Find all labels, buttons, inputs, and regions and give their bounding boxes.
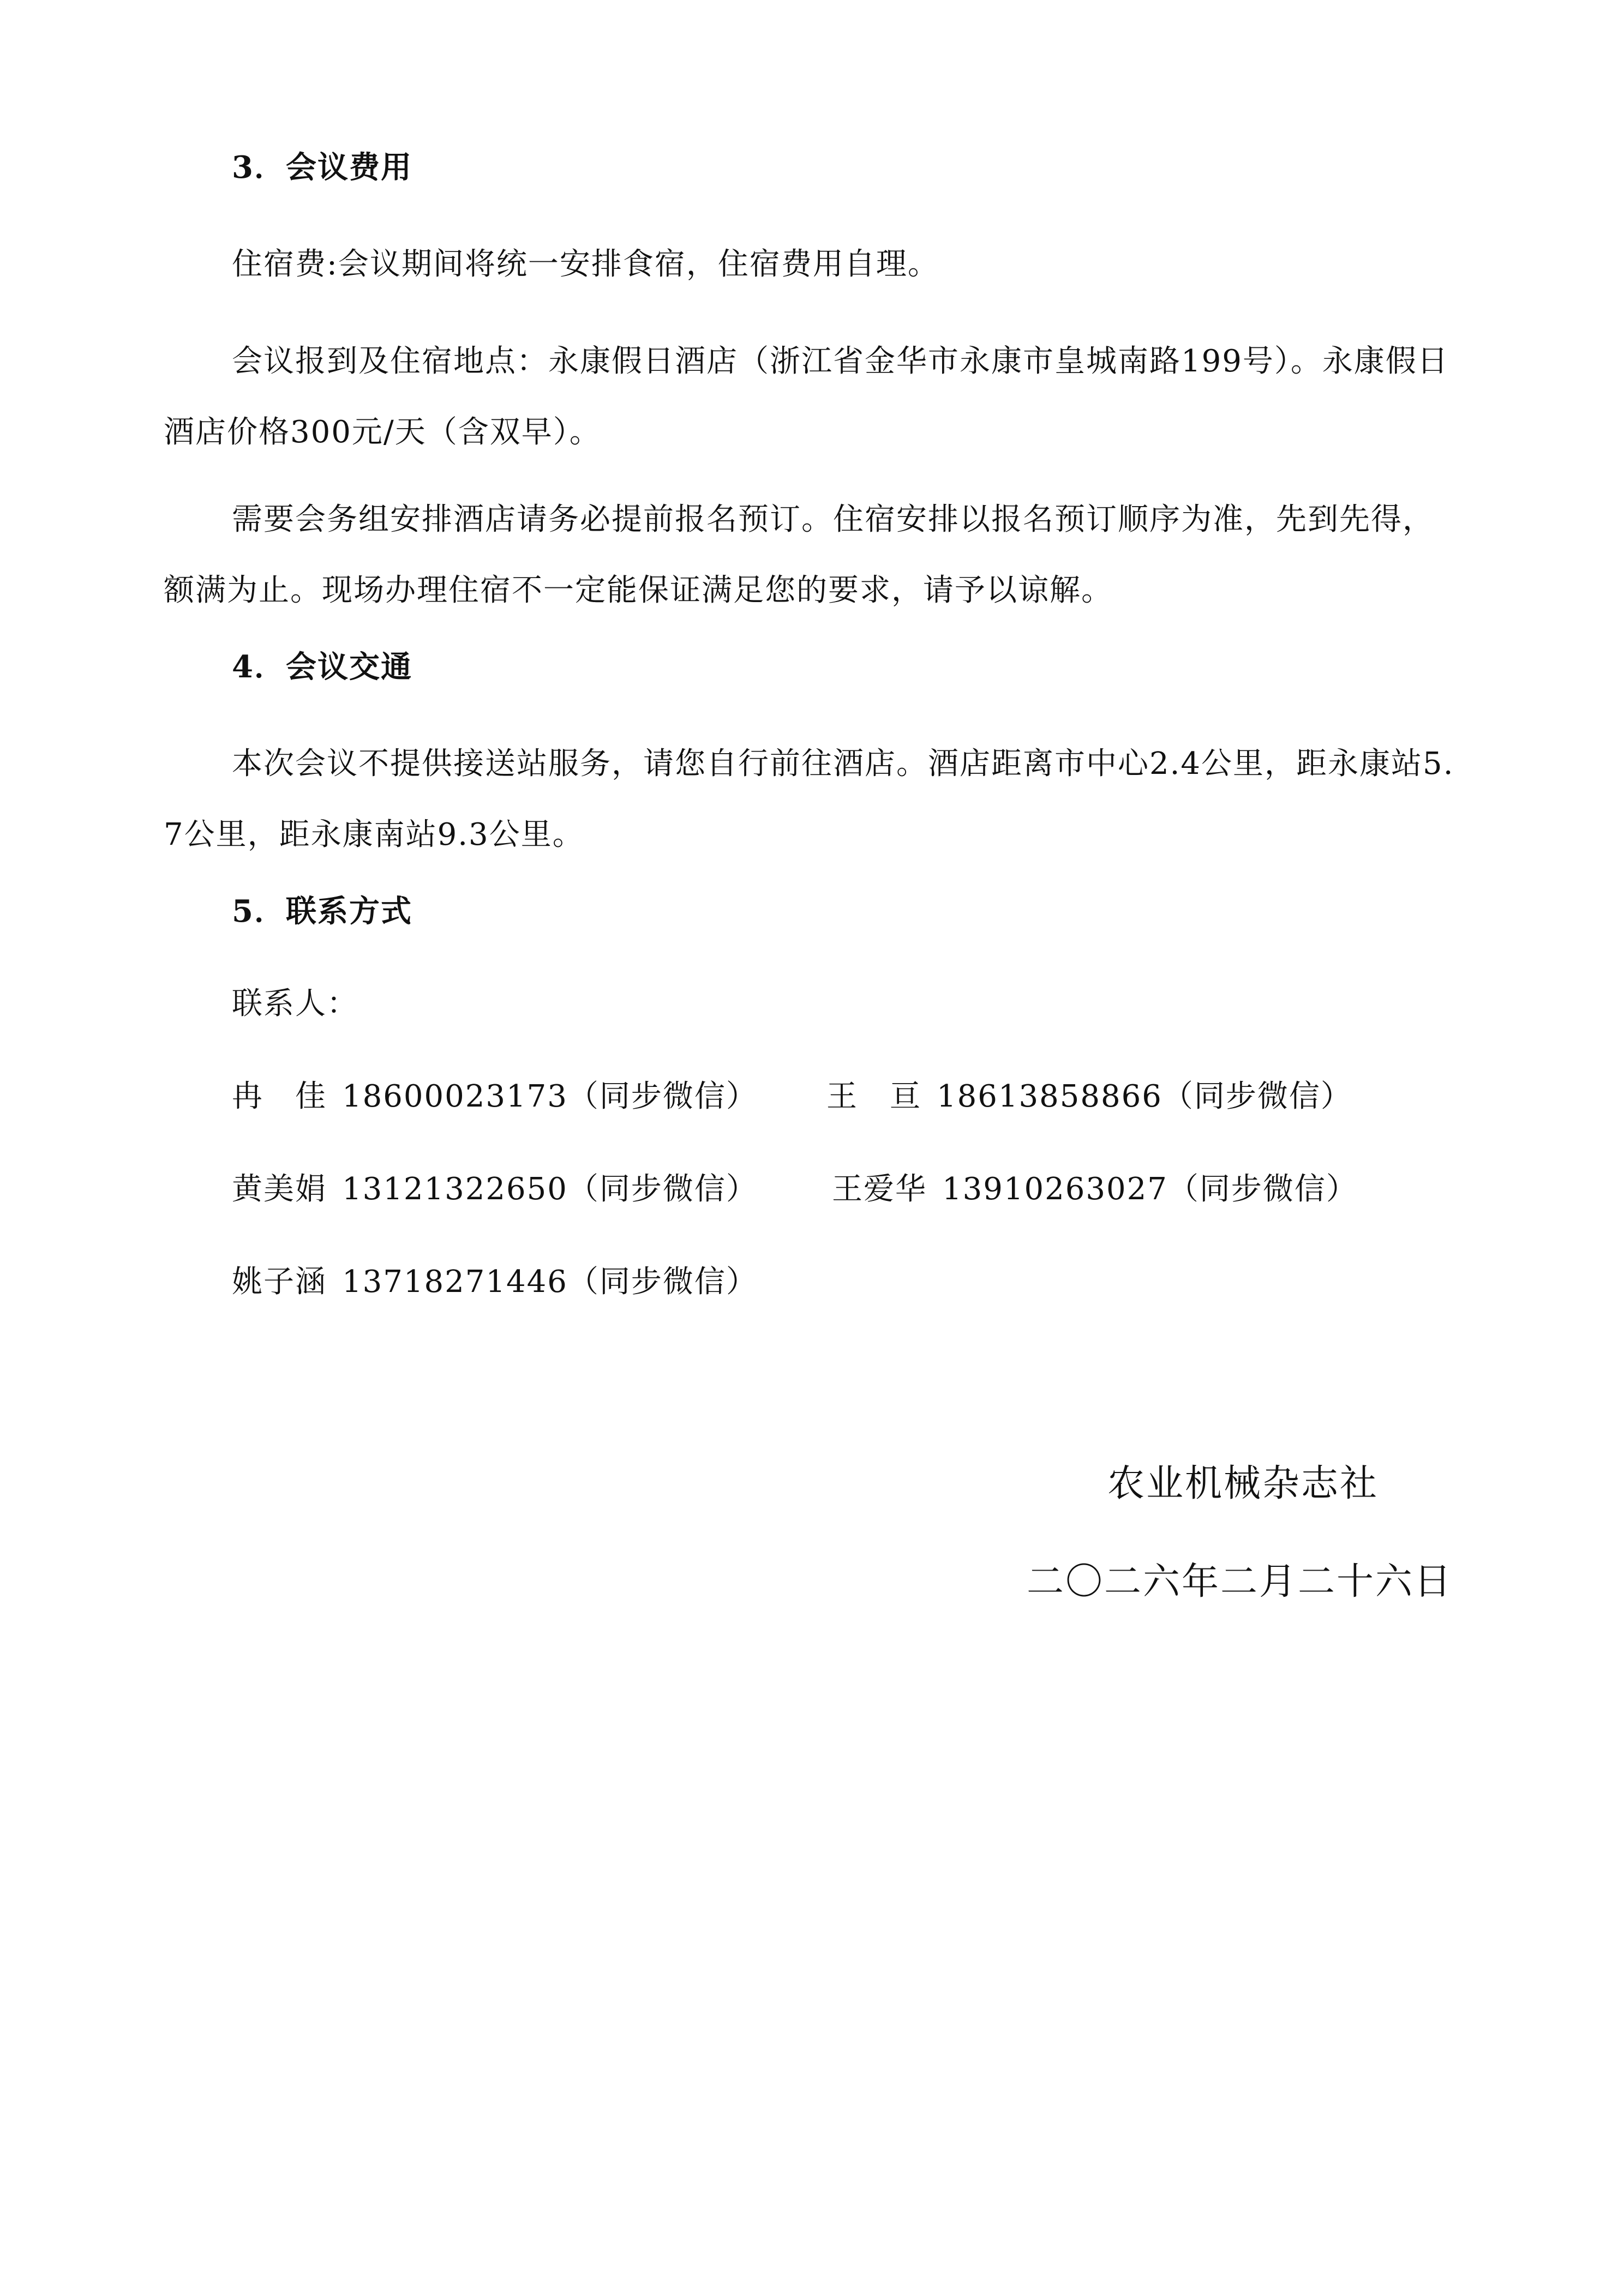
section-3-paragraph-accommodation-fee: 住宿费:会议期间将统一安排食宿，住宿费用自理。 (232, 247, 939, 282)
contact-note: （同步微信） (567, 1264, 758, 1300)
contact-entry (832, 1170, 1358, 1209)
section-3-heading: 3．会议费用 (232, 149, 412, 185)
contact-name: 王 亘 (826, 1079, 921, 1114)
contact-entry (232, 1078, 758, 1116)
contact-note: （同步微信） (1167, 1171, 1358, 1207)
section-3-paragraph-venue: 会议报到及住宿地点：永康假日酒店（浙江省金华市永康市皇城南路199号）。永康假日酒店价格300元/天（含双早）。 (164, 344, 1449, 450)
contact-note: （同步微信） (567, 1171, 758, 1207)
contact-entry (232, 1263, 758, 1301)
contact-entry (232, 1170, 758, 1209)
contact-phone: 13121322650 (342, 1171, 568, 1207)
section-3-paragraph-booking: 需要会务组安排酒店请务必提前报名预订。住宿安排以报名预订顺序为准，先到先得，额满为止。现场办理住宿不一定能保证满足您的要求，请予以谅解。 (164, 502, 1434, 608)
contact-phone: 18613858866 (937, 1079, 1162, 1114)
contact-phone: 13718271446 (342, 1264, 568, 1300)
contact-label: 联系人： (232, 986, 358, 1021)
signature-date: 二〇二六年二月二十六日 (1027, 1560, 1453, 1603)
contact-note: （同步微信） (1162, 1079, 1352, 1114)
contact-name: 姚子涵 (232, 1264, 327, 1300)
contact-name: 黄美娟 (232, 1171, 327, 1207)
contact-note: （同步微信） (567, 1079, 758, 1114)
section-4-paragraph-transport: 本次会议不提供接送站服务，请您自行前往酒店。酒店距离市中心2.4公里，距永康站5.7公里，距永康南站9.3公里。 (164, 746, 1454, 852)
contact-name: 冉 佳 (232, 1079, 327, 1114)
contact-entry (826, 1078, 1352, 1116)
contact-phone: 13910263027 (942, 1171, 1168, 1207)
section-4-heading: 4．会议交通 (232, 649, 412, 685)
section-5-heading: 5．联系方式 (232, 893, 412, 929)
contact-name: 王爱华 (832, 1171, 927, 1207)
contact-phone: 18600023173 (342, 1079, 568, 1114)
signature-organization: 农业机械杂志社 (1107, 1462, 1379, 1505)
